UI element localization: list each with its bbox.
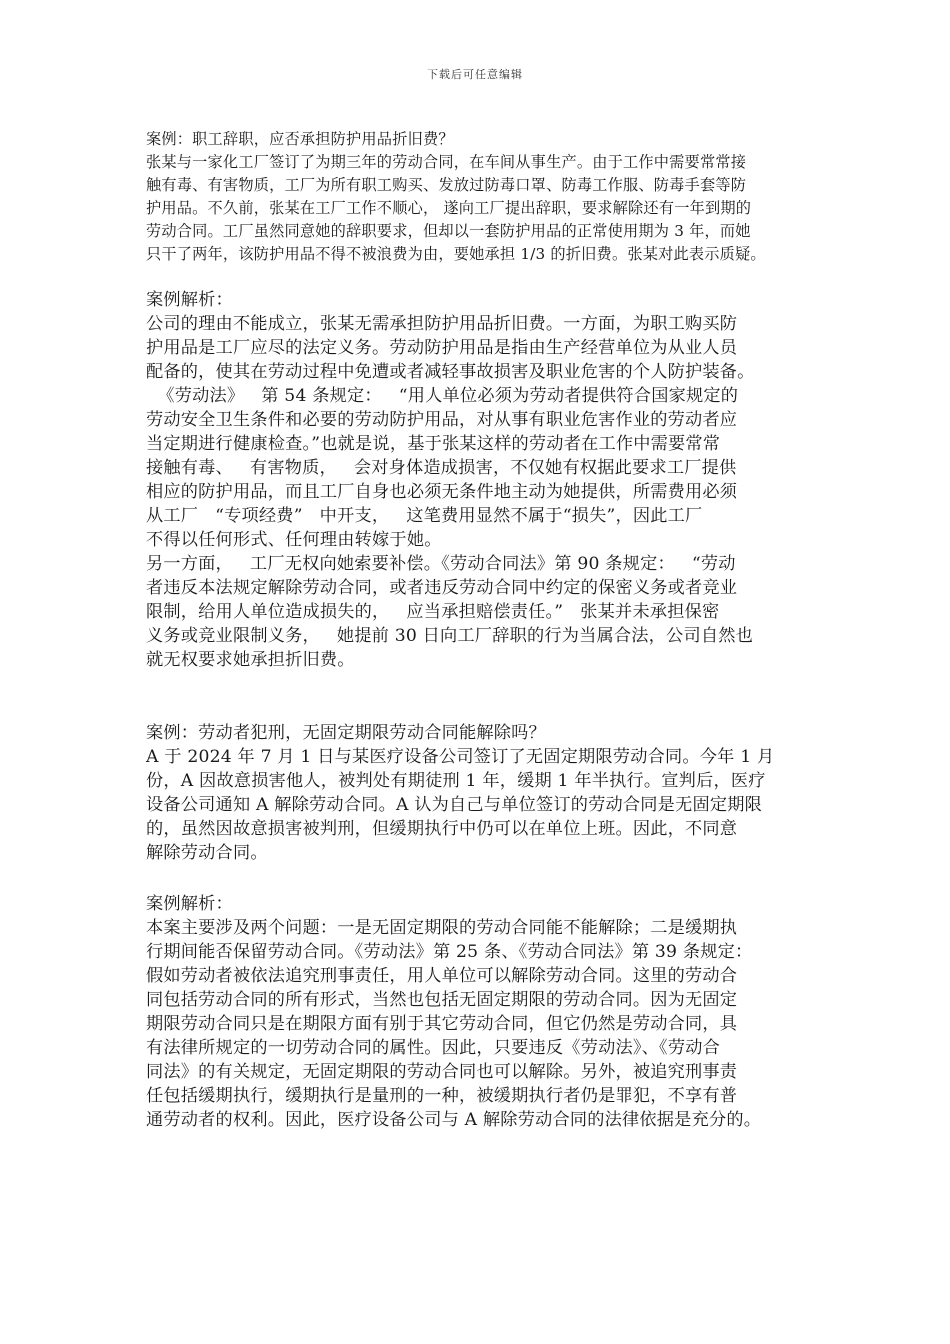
analysis-2-line: 有法律所规定的一切劳动合同的属性。因此，只要违反《劳动法》、《劳动合 [146, 1038, 720, 1058]
case-1-line: 护用品。不久前，张某在工厂工作不顺心， 遂向工厂提出辞职，要求解除还有一年到期的 [146, 199, 752, 217]
analysis-1-line: 当定期进行健康检查。”也就是说，基于张某这样的劳动者在工作中需要常常 [146, 434, 721, 454]
analysis-1-line: 者违反本法规定解除劳动合同，或者违反劳动合同中约定的保密义务或者竞业 [146, 578, 738, 598]
case-2-line: 的，虽然因故意损害被判刑，但缓期执行中仍可以在单位上班。因此，不同意 [146, 819, 738, 839]
header-note: 下载后可任意编辑 [427, 68, 523, 81]
analysis-2-line: 同法》的有关规定，无固定期限的劳动合同也可以解除。另外，被追究刑事责 [146, 1062, 738, 1082]
analysis-2-line: 期限劳动合同只是在期限方面有别于其它劳动合同，但它仍然是劳动合同，具 [146, 1014, 738, 1034]
analysis-2-line: 假如劳动者被依法追究刑事责任，用人单位可以解除劳动合同。这里的劳动合 [146, 966, 738, 986]
case-1-line: 只干了两年，该防护用品不得不被浪费为由，要她承担 1/3 的折旧费。张某对此表示质疑。 [146, 245, 766, 263]
analysis-1-line: 《劳动法》 第 54 条规定： “用人单位必须为劳动者提供符合国家规定的 [146, 386, 739, 406]
analysis-1-line: 限制，给用人单位造成损失的， 应当承担赔偿责任。” 张某并未承担保密 [146, 602, 720, 622]
analysis-1-line: 就无权要求她承担折旧费。 [146, 650, 355, 670]
case-2-line: 设备公司通知 A 解除劳动合同。A 认为自己与单位签订的劳动合同是无固定期限 [146, 795, 763, 815]
case-2-line: 解除劳动合同。 [146, 843, 268, 863]
analysis-1-section [146, 288, 810, 672]
case-1-title: 案例：职工辞职，应否承担防护用品折旧费？ [146, 130, 454, 148]
analysis-2-line: 同包括劳动合同的所有形式，当然也包括无固定期限的劳动合同。因为无固定 [146, 990, 738, 1010]
analysis-1-line: 义务或竞业限制义务， 她提前 30 日向工厂辞职的行为当属合法，公司自然也 [146, 626, 753, 646]
document-body [146, 128, 810, 1132]
analysis-2-line: 本案主要涉及两个问题：一是无固定期限的劳动合同能不能解除；二是缓期执 [146, 918, 738, 938]
analysis-1-line: 劳动安全卫生条件和必要的劳动防护用品，对从事有职业危害作业的劳动者应 [146, 410, 738, 430]
case-1-line: 劳动合同。工厂虽然同意她的辞职要求，但却以一套防护用品的正常使用期为 3 年，而她 [146, 222, 751, 240]
analysis-1-line: 相应的防护用品，而且工厂自身也必须无条件地主动为她提供，所需费用必须 [146, 482, 738, 502]
analysis-2-line: 任包括缓期执行，缓期执行是量刑的一种，被缓期执行者仍是罪犯，不享有普 [146, 1086, 738, 1106]
analysis-1-line: 接触有毒、 有害物质， 会对身体造成损害，不仅她有权据此要求工厂提供 [146, 458, 737, 478]
analysis-1-heading: 案例解析： [146, 290, 233, 310]
analysis-1-line: 另一方面， 工厂无权向她索要补偿。《劳动合同法》第 90 条规定： “劳动 [146, 554, 736, 574]
case-2-section [146, 721, 810, 865]
case-1-line: 张某与一家化工厂签订了为期三年的劳动合同，在车间从事生产。由于工作中需要常常接 [146, 153, 747, 171]
case-2-title: 案例：劳动者犯刑，无固定期限劳动合同能解除吗？ [146, 723, 546, 743]
analysis-2-section [146, 892, 810, 1132]
analysis-1-line: 配备的，使其在劳动过程中免遭或者减轻事故损害及职业危害的个人防护装备。 [146, 362, 755, 382]
case-2-line: A 于 2024 年 7 月 1 日与某医疗设备公司签订了无固定期限劳动合同。今年 1 月 [146, 747, 775, 767]
case-1-line: 触有毒、有害物质，工厂为所有职工购买、发放过防毒口罩、防毒工作服、防毒手套等防 [146, 176, 747, 194]
analysis-1-line: 公司的理由不能成立，张某无需承担防护用品折旧费。一方面，为职工购买防 [146, 314, 738, 334]
analysis-1-line: 护用品是工厂应尽的法定义务。劳动防护用品是指由生产经营单位为从业人员 [146, 338, 738, 358]
analysis-2-heading: 案例解析： [146, 894, 233, 914]
analysis-1-line: 不得以任何形式、任何理由转嫁于她。 [146, 530, 442, 550]
analysis-2-line: 通劳动者的权利。因此，医疗设备公司与 A 解除劳动合同的法律依据是充分的。 [146, 1110, 762, 1130]
case-1-section [146, 128, 810, 266]
analysis-1-line: 从工厂 “专项经费” 中开支， 这笔费用显然不属于“损失”，因此工厂 [146, 506, 703, 526]
analysis-2-line: 行期间能否保留劳动合同。《劳动法》第 25 条、《劳动合同法》第 39 条规定： [146, 942, 753, 962]
case-2-line: 份，A 因故意损害他人，被判处有期徒刑 1 年，缓期 1 年半执行。宣判后，医疗 [146, 771, 766, 791]
